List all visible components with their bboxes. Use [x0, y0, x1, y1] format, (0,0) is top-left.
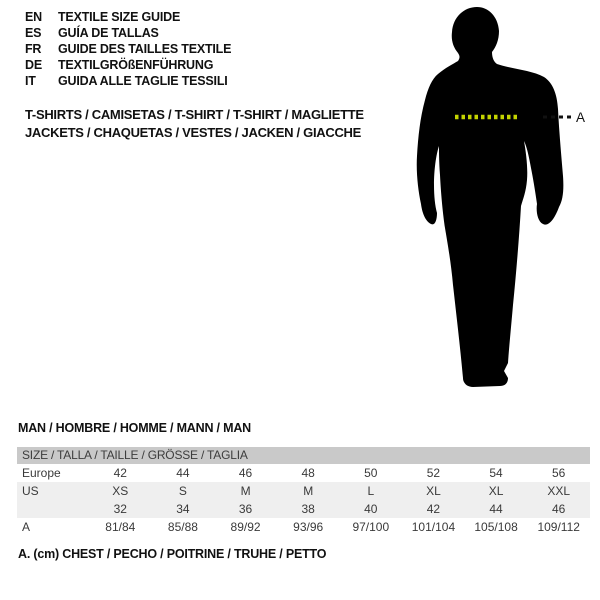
table-cell: 93/96 [293, 520, 324, 534]
table-cell: XS [112, 484, 129, 498]
language-code: FR [25, 42, 42, 56]
table-cell: 54 [489, 466, 503, 480]
table-cell: 81/84 [105, 520, 136, 534]
language-label: TEXTILGRÖßENFÜHRUNG [58, 58, 214, 72]
table-cell: 46 [238, 466, 253, 480]
language-code: ES [25, 26, 42, 40]
table-cell: 97/100 [352, 520, 390, 534]
table-cell: 89/92 [230, 520, 261, 534]
table-cell: 40 [364, 502, 378, 516]
table-cell: L [367, 484, 375, 498]
language-row [25, 41, 231, 57]
language-label: GUÍA DE TALLAS [58, 26, 159, 40]
man-silhouette-svg [395, 0, 595, 400]
language-row [25, 25, 231, 41]
size-table [17, 447, 590, 536]
table-cell: 42 [426, 502, 441, 516]
category-list [25, 106, 364, 142]
table-cell: 32 [113, 502, 127, 516]
table-cell: 109/112 [537, 520, 580, 534]
language-label: TEXTILE SIZE GUIDE [58, 10, 181, 24]
category-tshirts: T-SHIRTS / CAMISETAS / T-SHIRT / T-SHIRT / MAGLIETTE [25, 107, 364, 122]
table-cell: 36 [238, 502, 253, 516]
table-row-label: A [22, 520, 31, 534]
table-cell: 34 [176, 502, 190, 516]
table-row [17, 500, 590, 518]
language-code: EN [25, 10, 42, 24]
size-table-body [17, 464, 590, 536]
language-code: DE [25, 58, 42, 72]
table-row [17, 482, 590, 500]
table-row-label: Europe [22, 466, 61, 480]
table-cell: M [240, 484, 251, 498]
table-cell: 46 [552, 502, 566, 516]
category-jackets: JACKETS / CHAQUETAS / VESTES / JACKEN / GIACCHE [25, 125, 361, 140]
measurement-footnote: A. (cm) CHEST / PECHO / POITRINE / TRUHE / PETTO [18, 547, 327, 561]
table-cell: XL [488, 484, 504, 498]
language-code: IT [25, 74, 36, 88]
language-row [25, 9, 231, 25]
table-cell: S [178, 484, 187, 498]
table-cell: 50 [364, 466, 378, 480]
chest-measure-label-a: A [576, 110, 586, 125]
table-cell: XL [426, 484, 441, 498]
language-label: GUIDE DES TAILLES TEXTILE [58, 42, 232, 56]
language-label: GUIDA ALLE TAGLIE TESSILI [58, 74, 228, 88]
man-silhouette-shape [417, 7, 564, 387]
language-row [25, 57, 231, 73]
language-row [25, 73, 231, 89]
table-cell: 56 [552, 466, 566, 480]
table-cell: 85/88 [167, 520, 198, 534]
table-cell: 105/108 [474, 520, 518, 534]
table-cell: 101/104 [411, 520, 456, 534]
size-table-header: SIZE / TALLA / TAILLE / GRÖSSE / TAGLIA [17, 447, 590, 464]
table-row-label: US [22, 484, 39, 498]
table-cell: XXL [547, 484, 571, 498]
table-cell: 38 [301, 502, 315, 516]
table-cell: 52 [426, 466, 441, 480]
man-silhouette-figure [395, 0, 595, 400]
table-cell: 44 [489, 502, 503, 516]
table-row-label [17, 500, 89, 518]
section-title-man: MAN / HOMBRE / HOMME / MANN / MAN [18, 421, 251, 435]
table-cell: 44 [176, 466, 190, 480]
language-list [25, 9, 231, 89]
table-row [17, 464, 590, 482]
table-cell: 48 [301, 466, 315, 480]
table-cell: M [303, 484, 314, 498]
table-cell: 42 [113, 466, 127, 480]
table-row [17, 518, 590, 536]
